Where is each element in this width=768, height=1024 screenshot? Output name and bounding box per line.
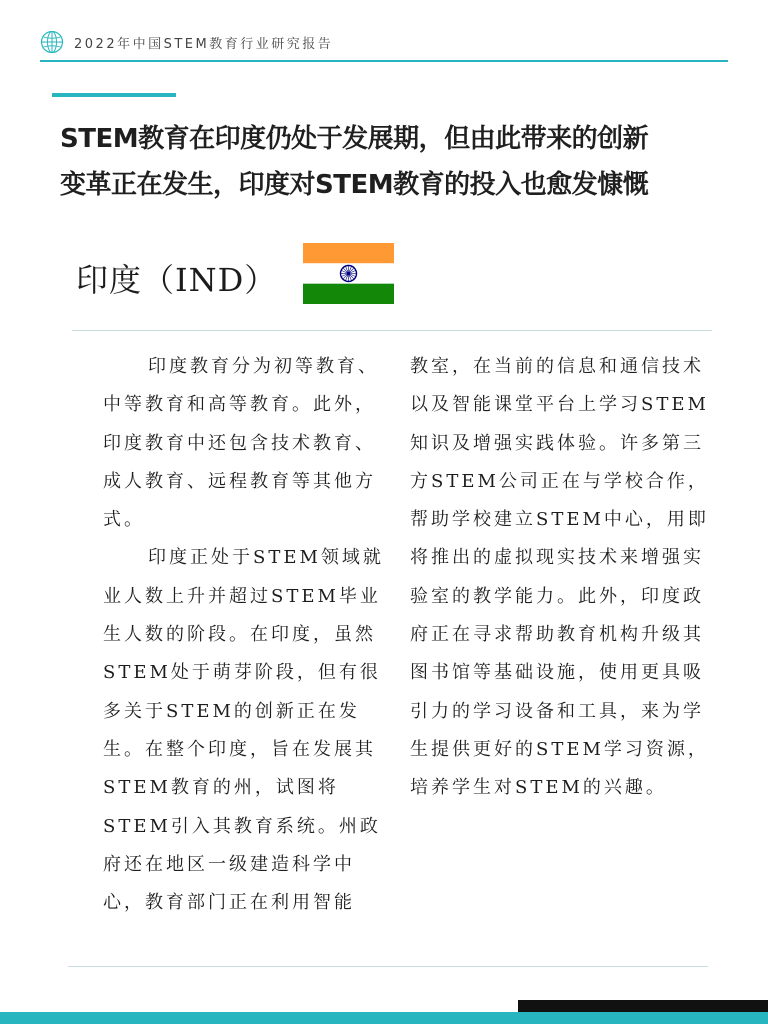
headline-line-2: 变革正在发生，印度对STEM教育的投入也愈发慷慨: [60, 170, 649, 200]
headline-accent-bar: [52, 93, 176, 97]
right-text-column: [410, 348, 710, 808]
body-paragraph: 印度教育分为初等教育、中等教育和高等教育。此外，印度教育中还包含技术教育、成人教育、远程教育等其他方式。: [103, 356, 379, 531]
country-heading: 印度（IND）: [76, 261, 278, 299]
body-paragraph: 印度正处于STEM领域就业人数上升并超过STEM毕业生人数的阶段。在印度，虽然STEM处于萌芽阶段，但有很多关于STEM的创新正在发生。在整个印度，旨在发展其STEM教育的州，试图将STEM引入其教育系统。州政府还在地区一级建造科学中心，教育部门正在利用智能: [103, 547, 384, 914]
section-divider-bottom: [68, 966, 708, 967]
footer-dark-bar: [518, 1000, 768, 1012]
india-flag-icon: [303, 243, 394, 304]
headline-line-1: STEM教育在印度仍处于发展期，但由此带来的创新: [60, 124, 649, 154]
header-divider: [40, 60, 728, 62]
body-paragraph-continued: 教室，在当前的信息和通信技术以及智能课堂平台上学习STEM知识及增强实践体验。许多第三方STEM公司正在与学校合作，帮助学校建立STEM中心，用即将推出的虚拟现实技术来增强实验室的教学能力。此外，印度政府正在寻求帮助教育机构升级其图书馆等基础设施，使用更具吸引力的学习设备和工具，来为学生提供更好的STEM学习资源，培养学生对STEM的兴趣。: [410, 356, 709, 799]
globe-logo-icon: [40, 30, 64, 54]
page-headline: [60, 116, 740, 208]
report-title: 2022年中国STEM教育行业研究报告: [74, 37, 334, 52]
section-divider-top: [72, 330, 712, 331]
left-text-column: [103, 348, 393, 922]
footer-accent-bar: [0, 1012, 768, 1024]
